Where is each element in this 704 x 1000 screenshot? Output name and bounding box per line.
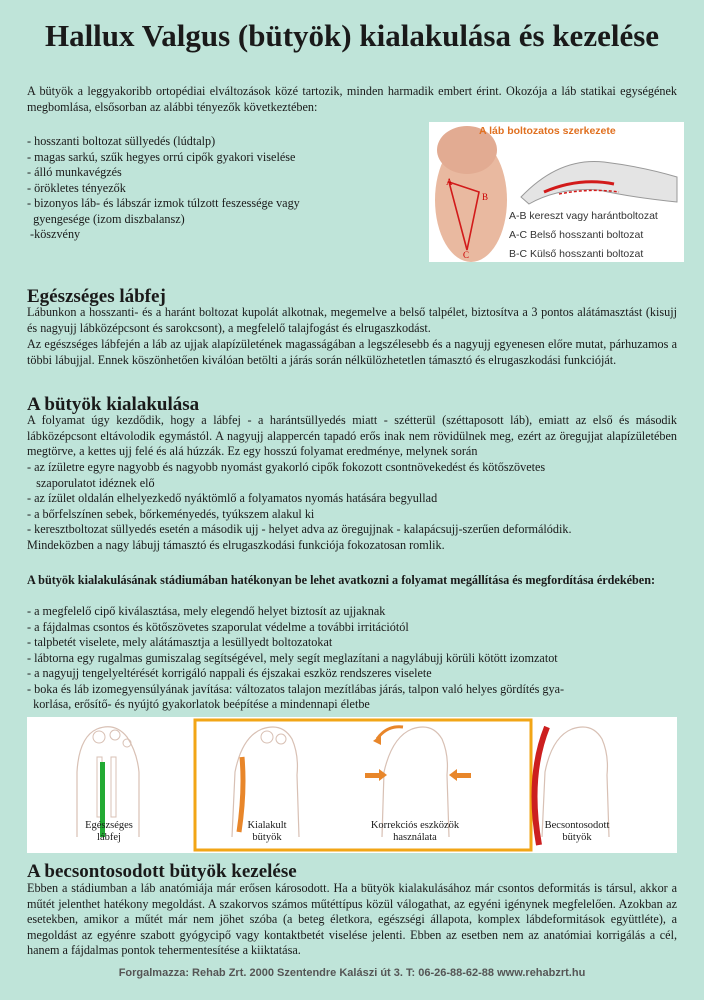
correction-arrow-right: [457, 773, 471, 778]
cause-item: -köszvény: [27, 227, 81, 241]
healthy-foot-paragraph-2: Az egészséges lábfején a láb az ujjak alapízületének magasságában a legszélesebb és a nagyujj egyenesen előre mutat, párhuzamos a többi lábujjal. Ennek köszönhetően kiválóan betölti a járás során nélkülözhetetlen támasztó és elrugaszkodási funkcióját.: [27, 337, 677, 367]
cause-item: - bizonyos láb- és lábszár izmok túlzott feszessége vagy: [27, 196, 300, 210]
intervention-list: [27, 604, 677, 713]
correction-arrow-left: [365, 773, 379, 778]
arch-legend-ab: A-B kereszt vagy harántboltozat: [509, 210, 658, 222]
intervention-item: - a fájdalmas csontos és kötőszövetes szaporulat védelme a további irritációtól: [27, 619, 409, 634]
healthy-foot-paragraph-1: Lábunkon a hosszanti- és a haránt boltozat kupolát alkotnak, megemelve a belső talpélet, biztosítva a 3 pontos alátámasztást (kisujj és nagyujj lábközépcsont és sarokcsont), a megfelelő talajfogást és elrugaszkodást.: [27, 305, 677, 335]
page-title: Hallux Valgus (bütyök) kialakulása és kezelése: [44, 18, 660, 53]
formation-item: - az ízület oldalán elhelyezkedő nyáktömlő a folyamatos nyomás hatására begyullad: [27, 491, 438, 505]
stages-illustration: [27, 717, 677, 853]
ossified-treatment-paragraph: Ebben a stádiumban a láb anatómiája már erősen károsodott. Ha a bütyök kialakulásához már csontos deformitás is társul, akkor a műtét jelenthet hatékony megoldást. A szakorvos számos műtéttípus közül válogathat, az egyéni igénynek megfelelően. Azokban az esetekben, amikor a műtét már nem jöhet szóba (a beteg életkora, egészségi állapota, komplex lábdeformitások együttléte), a megoldást az egyénre szabott gyógycipő vagy kontaktbetét viselése jelenti. Ebben az esetben nem az anatómiai korrigálás a cél, hanem a fájdalmas pontok tehermentesítése a kiiktatása.: [27, 881, 677, 957]
cause-item: - hosszanti boltozat süllyedés (lúdtalp): [27, 134, 216, 148]
stage-label-healthy: Egészséges lábfej: [85, 820, 133, 843]
arch-point-a: A: [446, 177, 453, 187]
distributor-footer: Forgalmazza: Rehab Zrt. 2000 Szentendre Kalászi út 3. T: 06-26-88-62-88 www.rehabzrt.hu: [118, 967, 586, 979]
intervention-item: - talpbetét viselete, mely alátámasztja a lesüllyedt boltozatokat: [27, 635, 333, 649]
bunion-formation-list: [27, 460, 677, 538]
intervention-item: - a nagyujj tengelyeltérését korrigáló nappali és éjszakai eszköz rendszeres viselete: [27, 666, 432, 680]
intro-paragraph: A bütyök a leggyakoribb ortopédiai elváltozások közé tartozik, minden harmadik embert érint. Okozója a láb statikai egységének megbomlása, elsősorban az alábbi tényezők következtében:: [27, 84, 677, 114]
intervention-item: - boka és láb izomegyensúlyának javítása: változatos talajon mezítlábas járás, talpon való helyes gördítés gya-: [27, 681, 565, 696]
arch-point-c: C: [463, 250, 470, 260]
section-heading-ossified-treatment: A becsontosodott bütyök kezelése: [27, 861, 297, 882]
arch-figure-title: A láb boltozatos szerkezete: [479, 125, 616, 137]
arch-figure: [429, 122, 684, 262]
cause-item: - magas sarkú, szűk hegyes orrú cipők gyakori viselése: [27, 149, 296, 164]
section-heading-bunion-formation: A bütyök kialakulása: [27, 394, 200, 415]
arch-point-b: B: [482, 192, 489, 202]
bunion-formation-closing: Mindeközben a nagy lábujj támasztó és elrugaszkodási funkciója fokozatosan romlik.: [27, 538, 445, 552]
cause-item: gyengesége (izom diszbalansz): [27, 211, 185, 226]
causes-list: [27, 134, 427, 243]
formation-item: - a bőrfelszínen sebek, bőrkeményedés, tyúkszem alakul ki: [27, 506, 315, 521]
arch-legend-ac: A-C Belső hosszanti boltozat: [509, 229, 644, 241]
stage-label-ossified: Becsontosodott bütyök: [544, 820, 610, 843]
intervention-item: korlása, erősítő- és nyújtó gyakorlatok beépítése a mindennapi életbe: [27, 697, 370, 711]
formation-item: - keresztboltozat süllyedés esetén a második ujj - helyet adva az öregujjnak - kalapácsujj-szerűen deformálódik.: [27, 522, 572, 536]
arch-illustration: [429, 122, 684, 262]
section-heading-healthy-foot: Egészséges lábfej: [27, 286, 166, 307]
stage-label-correction: Korrekciós eszközök használata: [370, 820, 460, 843]
intervention-item: - lábtorna egy rugalmas gumiszalag segítségével, mely segít meglazítani a nagylábujj körüli kötött izomzatot: [27, 650, 558, 665]
stage-label-bunion: Kialakult bütyök: [247, 820, 287, 843]
arch-legend-bc: B-C Külső hosszanti boltozat: [509, 248, 644, 260]
cause-item: - álló munkavégzés: [27, 165, 122, 179]
bunion-formation-paragraph: A folyamat úgy kezdődik, hogy a lábfej - a harántsüllyedés miatt - szétterül (széttaposott láb), emiatt az első és második lábközépcsont eltávolodik egymástól. A nagyujj alappercén tapadó erős inak nem rövidülnek meg, ezért az öregujjat alapízületében megtörve, a kettes ujj felé és alá húzzák. Ez egy hosszú folyamat eredménye, melynek során: [27, 413, 677, 458]
intervention-lead: A bütyök kialakulásának stádiumában hatékonyan be lehet avatkozni a folyamat megállítása és megfordítása érdekében:: [27, 573, 656, 587]
formation-item: szaporulatot idéznek elő: [27, 475, 155, 490]
intervention-item: - a megfelelő cipő kiválasztása, mely elegendő helyet biztosít az ujjaknak: [27, 604, 386, 618]
cause-item: - örökletes tényezők: [27, 180, 126, 195]
formation-item: - az ízületre egyre nagyobb és nagyobb nyomást gyakorló cipők fokozott csontnövekedést és kötőszövetes: [27, 460, 546, 474]
